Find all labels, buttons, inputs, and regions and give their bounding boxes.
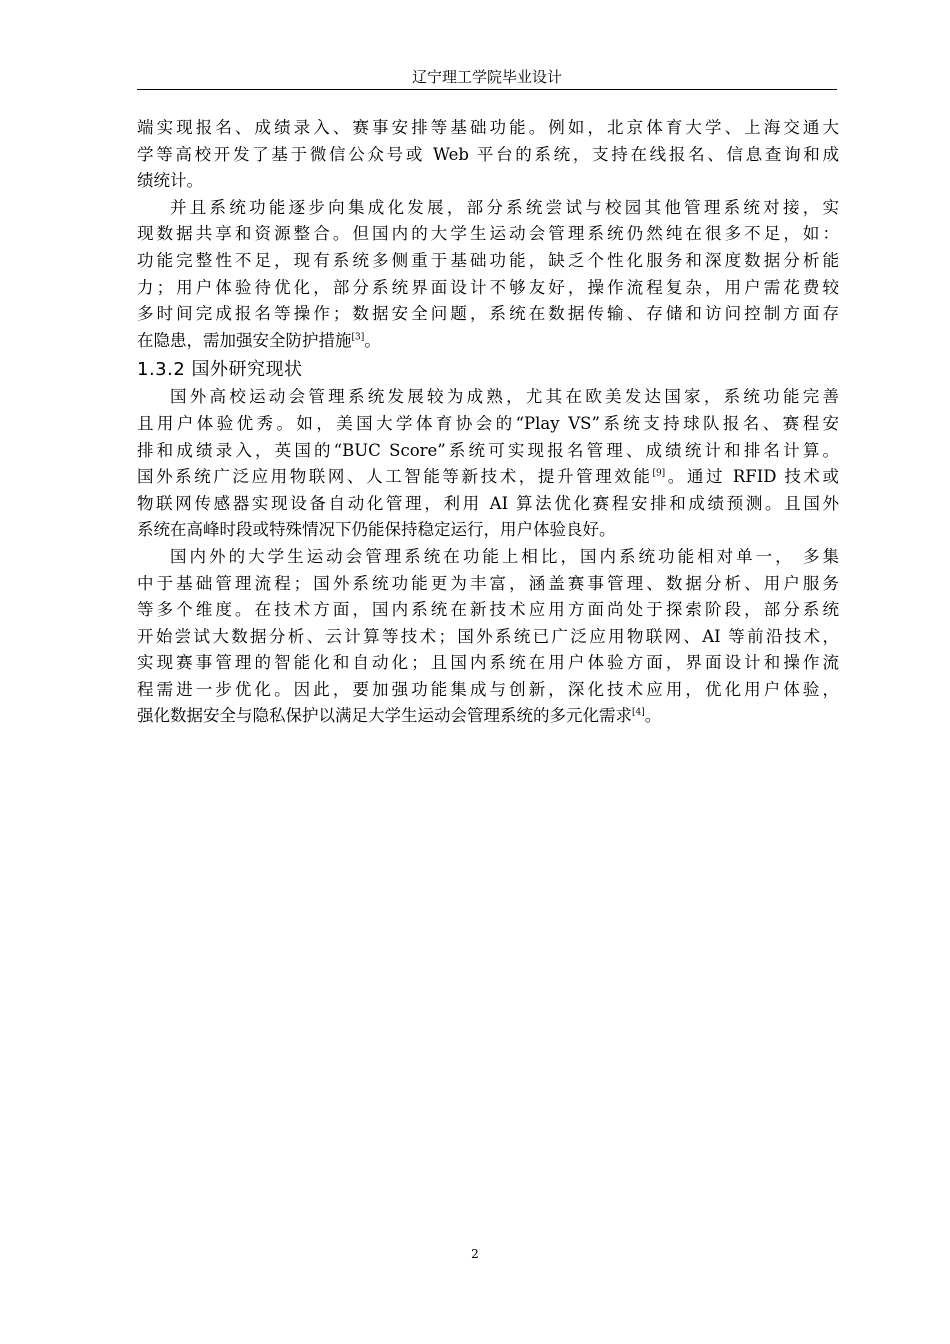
text-line: 物联网传感器实现设备自动化管理，利用 AI 算法优化赛程安排和成绩预测。且国外 [137, 493, 839, 513]
paragraph-3 [137, 384, 839, 544]
text-line: 力；用户体验待优化，部分系统界面设计不够友好，操作流程复杂，用户需花费较 [137, 277, 839, 297]
text-line: 学等高校开发了基于微信公众号或 Web 平台的系统，支持在线报名、信息查询和成 [137, 144, 839, 164]
text-span: 在隐患，需加强安全防护措施 [137, 330, 352, 350]
text-line: 排和成绩录入，英国的“BUC Score”系统可实现报名管理、成绩统计和排名计算。 [137, 440, 839, 460]
paragraph-4 [137, 544, 839, 730]
header-rule [137, 89, 837, 90]
paragraph-1 [137, 115, 839, 195]
text-line: 实现赛事管理的智能化和自动化；且国内系统在用户体验方面，界面设计和操作流 [137, 653, 839, 673]
page-number: 2 [471, 1247, 479, 1261]
text-line [137, 703, 839, 730]
text-span: 国外系统广泛应用物联网、人工智能等新技术，提升管理效能 [137, 467, 653, 487]
text-line: 多时间完成报名等操作；数据安全问题，系统在数据传输、存储和访问控制方面存 [137, 304, 839, 324]
text-line: 绩统计。 [137, 171, 203, 191]
text-line: 国外高校运动会管理系统发展较为成熟，尤其在欧美发达国家，系统功能完善 [170, 387, 839, 407]
paragraph-2 [137, 195, 839, 355]
text-line: 开始尝试大数据分析、云计算等技术；国外系统已广泛应用物联网、AI 等前沿技术， [137, 626, 839, 646]
text-line [137, 464, 839, 491]
text-line: 系统在高峰时段或特殊情况下仍能保持稳定运行，用户体验良好。 [137, 520, 616, 540]
citation-ref: [4] [632, 707, 645, 718]
text-line [137, 328, 839, 355]
text-line: 且用户体验优秀。如，美国大学体育协会的“Play VS”系统支持球队报名、赛程安 [137, 413, 839, 433]
citation-ref: [3] [351, 332, 365, 343]
text-line: 国内外的大学生运动会管理系统在功能上相比，国内系统功能相对单一， 多集 [170, 546, 839, 566]
document-body [137, 115, 839, 730]
page-header: 辽宁理工学院毕业设计 [411, 68, 562, 86]
text-line: 等多个维度。在技术方面，国内系统在新技术应用方面尚处于探索阶段，部分系统 [137, 600, 839, 620]
text-line: 现数据共享和资源整合。但国内的大学生运动会管理系统仍然纯在很多不足，如： [137, 224, 839, 244]
text-span: 。 [364, 330, 381, 350]
text-line: 端实现报名、成绩录入、赛事安排等基础功能。例如，北京体育大学、上海交通大 [137, 118, 839, 137]
text-line: 程需进一步优化。因此，要加强功能集成与创新，深化技术应用，优化用户体验， [137, 679, 839, 699]
citation-ref: [9] [652, 468, 666, 479]
text-span: 。通过 RFID 技术或 [665, 467, 840, 487]
text-line: 中于基础管理流程；国外系统功能更为丰富，涵盖赛事管理、数据分析、用户服务 [137, 573, 839, 593]
text-span: 强化数据安全与隐私保护以满足大学生运动会管理系统的多元化需求 [137, 706, 632, 726]
text-span: 。 [644, 706, 662, 726]
text-line: 并且系统功能逐步向集成化发展，部分系统尝试与校园其他管理系统对接，实 [170, 197, 839, 217]
text-line: 功能完整性不足，现有系统多侧重于基础功能，缺乏个性化服务和深度数据分析能 [137, 250, 839, 270]
section-heading: 1.3.2 国外研究现状 [137, 359, 303, 381]
